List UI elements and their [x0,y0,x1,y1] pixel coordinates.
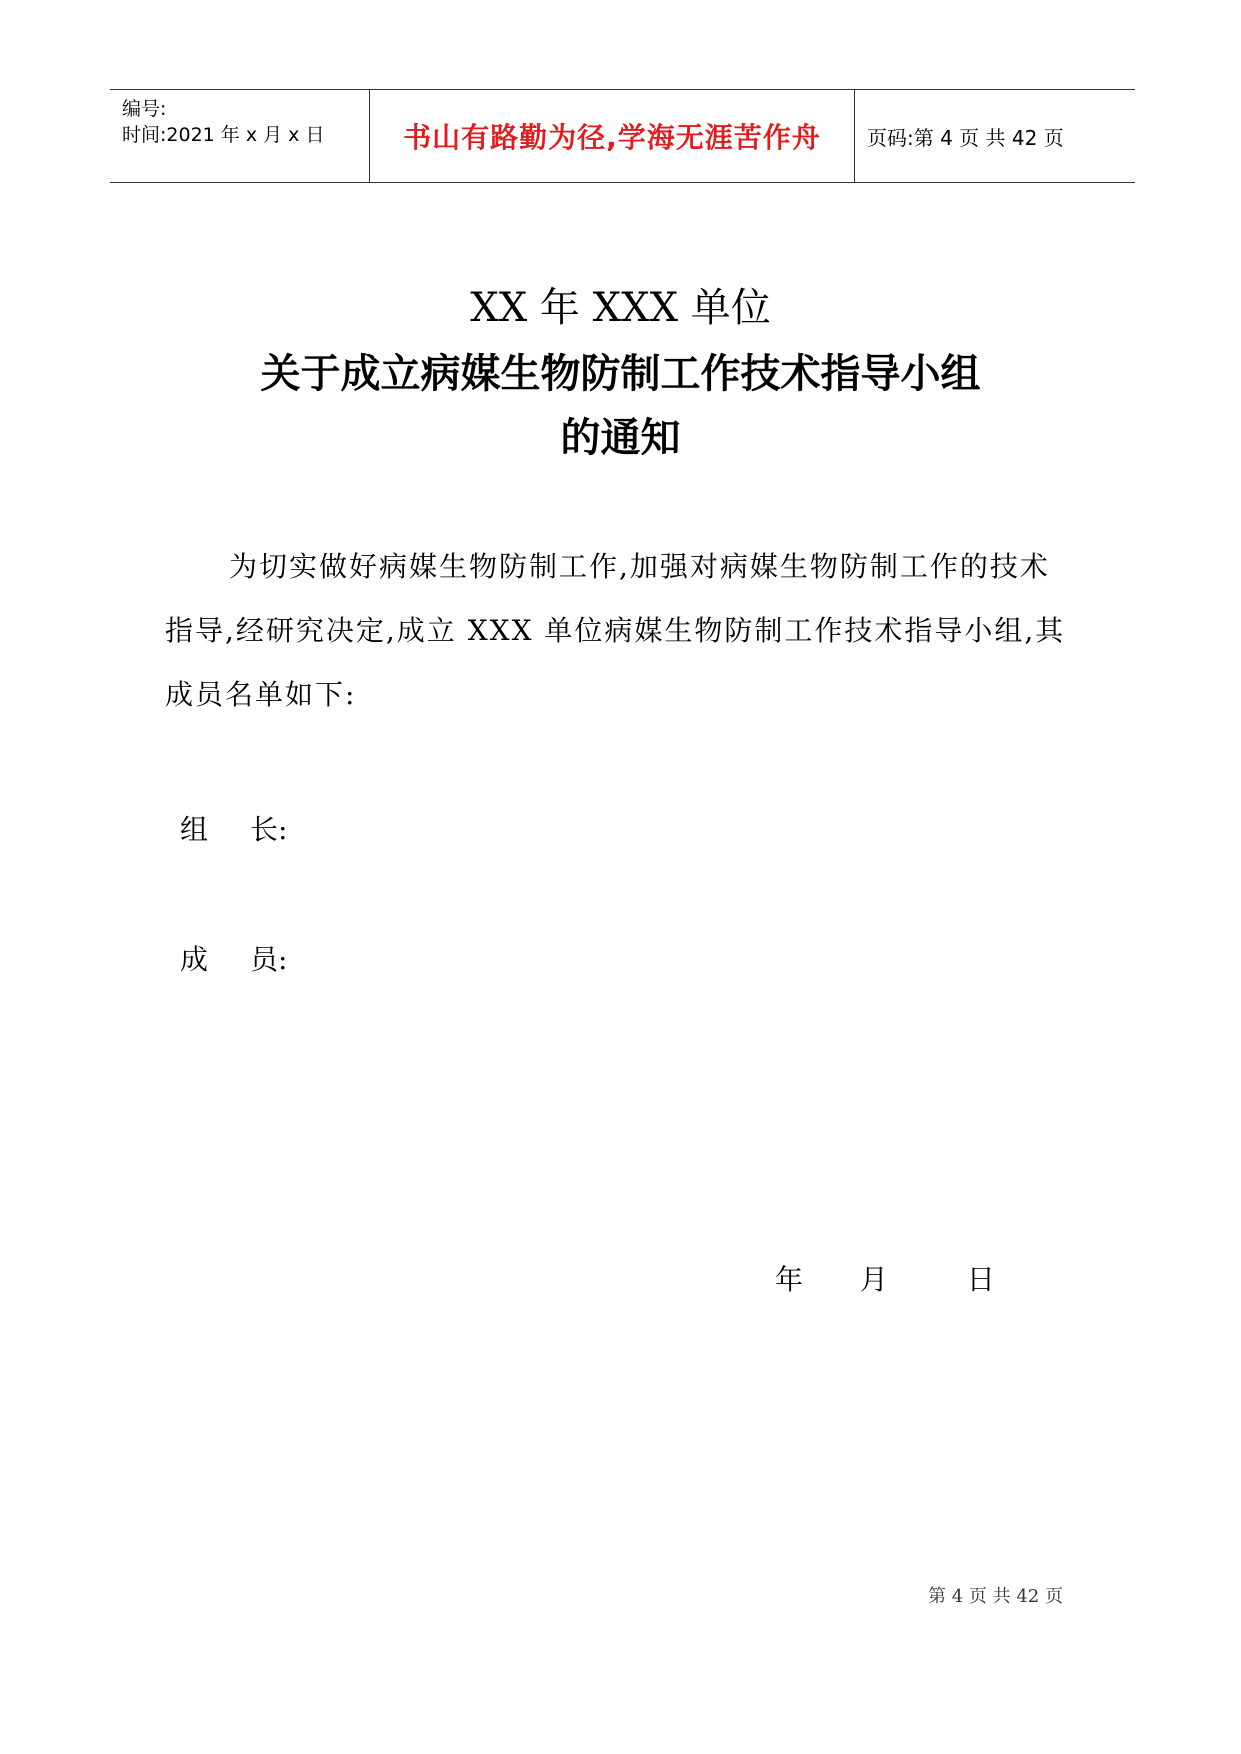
page-footer: 第 4 页 共 42 页 [928,1586,1063,1607]
header-middle-cell [370,90,855,182]
body-paragraph: 为切实做好病媒生物防制工作,加强对病媒生物防制工作的技术指导,经研究决定,成立 XXX 单位病媒生物防制工作技术指导小组,其成员名单如下: [165,550,1066,711]
member-label-b: 员: [250,943,288,976]
header-left-cell [110,90,370,182]
header-right-cell [855,90,1135,182]
serial-label: 编号: [122,98,167,120]
motto: 书山有路勤为径,学海无涯苦作舟 [403,121,821,154]
month-label: 月 [859,1263,888,1296]
title-line-2: 关于成立病媒生物防制工作技术指导小组 [260,350,981,397]
member-field [180,938,287,978]
leader-label-b: 长: [250,813,288,846]
leader-field [180,808,287,848]
leader-label-a: 组 [180,813,209,846]
day-label: 日 [966,1263,995,1296]
header-table [110,89,1135,183]
page-label: 页码:第 4 页 共 42 页 [867,125,1064,150]
date-label: 时间:2021 年 x 月 x 日 [122,124,325,146]
title-line-3: 的通知 [560,414,681,461]
signature-date [775,1258,995,1298]
year-label: 年 [775,1263,804,1296]
member-label-a: 成 [180,943,209,976]
title-line-1: XX 年 XXX 单位 [470,285,771,331]
